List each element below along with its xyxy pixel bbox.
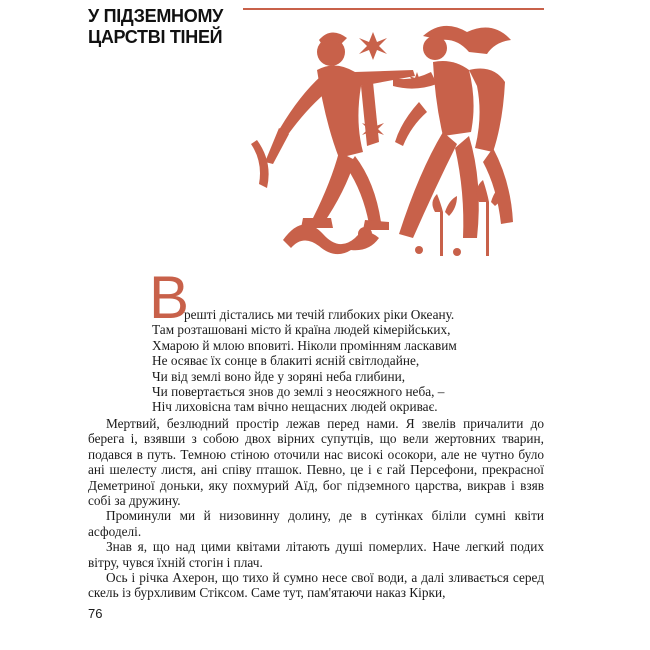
- chapter-title-line-2: ЦАРСТВІ ТІНЕЙ: [88, 27, 223, 47]
- drop-cap: В: [149, 264, 190, 331]
- poem-line-4: Не осяває їх сонце в блакиті ясній світлодайне,: [152, 353, 420, 369]
- poem-line-5: Чи від землі воно йде у зоряні неба глибини,: [152, 368, 406, 384]
- poem-line-7: Ніч лиховісна там вічно нещасних людей окриває.: [152, 399, 438, 415]
- title-rule: [243, 8, 544, 10]
- prose: [88, 416, 544, 601]
- paragraph-3: Знав я, що над цими квітами літають душі померлих. Наче легкий подих вітру, чувся їхній стогін і плач.: [88, 539, 544, 570]
- poem-line-3: Хмарою й млою вповиті. Ніколи промінням ласкавим: [152, 337, 457, 353]
- greek-vase-figures-icon: [243, 12, 544, 262]
- poem-line-6: Чи повертається знов до землі з неосяжного неба, –: [152, 384, 445, 400]
- paragraph-1: Мертвий, безлюдний простір лежав перед нами. Я звелів причалити до берега і, взявши з собою двох вірних супутців, що вели жертовних тварин, подався в путь. Темною стіною оточили нас високі осокори, але не чутно було ані шелесту листя, ані співу пташок. Певно, це і є гай Персефони, прекрасної Деметриної доньки, яку похмурий Аїд, бог підземного царства, викрав і взяв собі за дружину.: [88, 416, 544, 509]
- poem: [152, 307, 482, 415]
- chapter-title: [88, 6, 248, 48]
- poem-line-2: Там розташовані місто й країна людей кімерійських,: [152, 322, 451, 338]
- paragraph-4: Ось і річка Ахерон, що тихо й сумно несе свої води, а далі зливається серед скель із бурхливим Стіксом. Саме тут, пам'ятаючи наказ Кірки,: [88, 570, 544, 601]
- page-number: 76: [88, 606, 103, 621]
- chapter-title-line-1: У ПІДЗЕМНОМУ: [88, 6, 224, 26]
- poem-line-1: решті дістались ми течій глибоких ріки Океану.: [184, 307, 455, 322]
- paragraph-2: Проминули ми й низовинну долину, де в сутінках біліли сумні квіти асфоделі.: [88, 508, 544, 539]
